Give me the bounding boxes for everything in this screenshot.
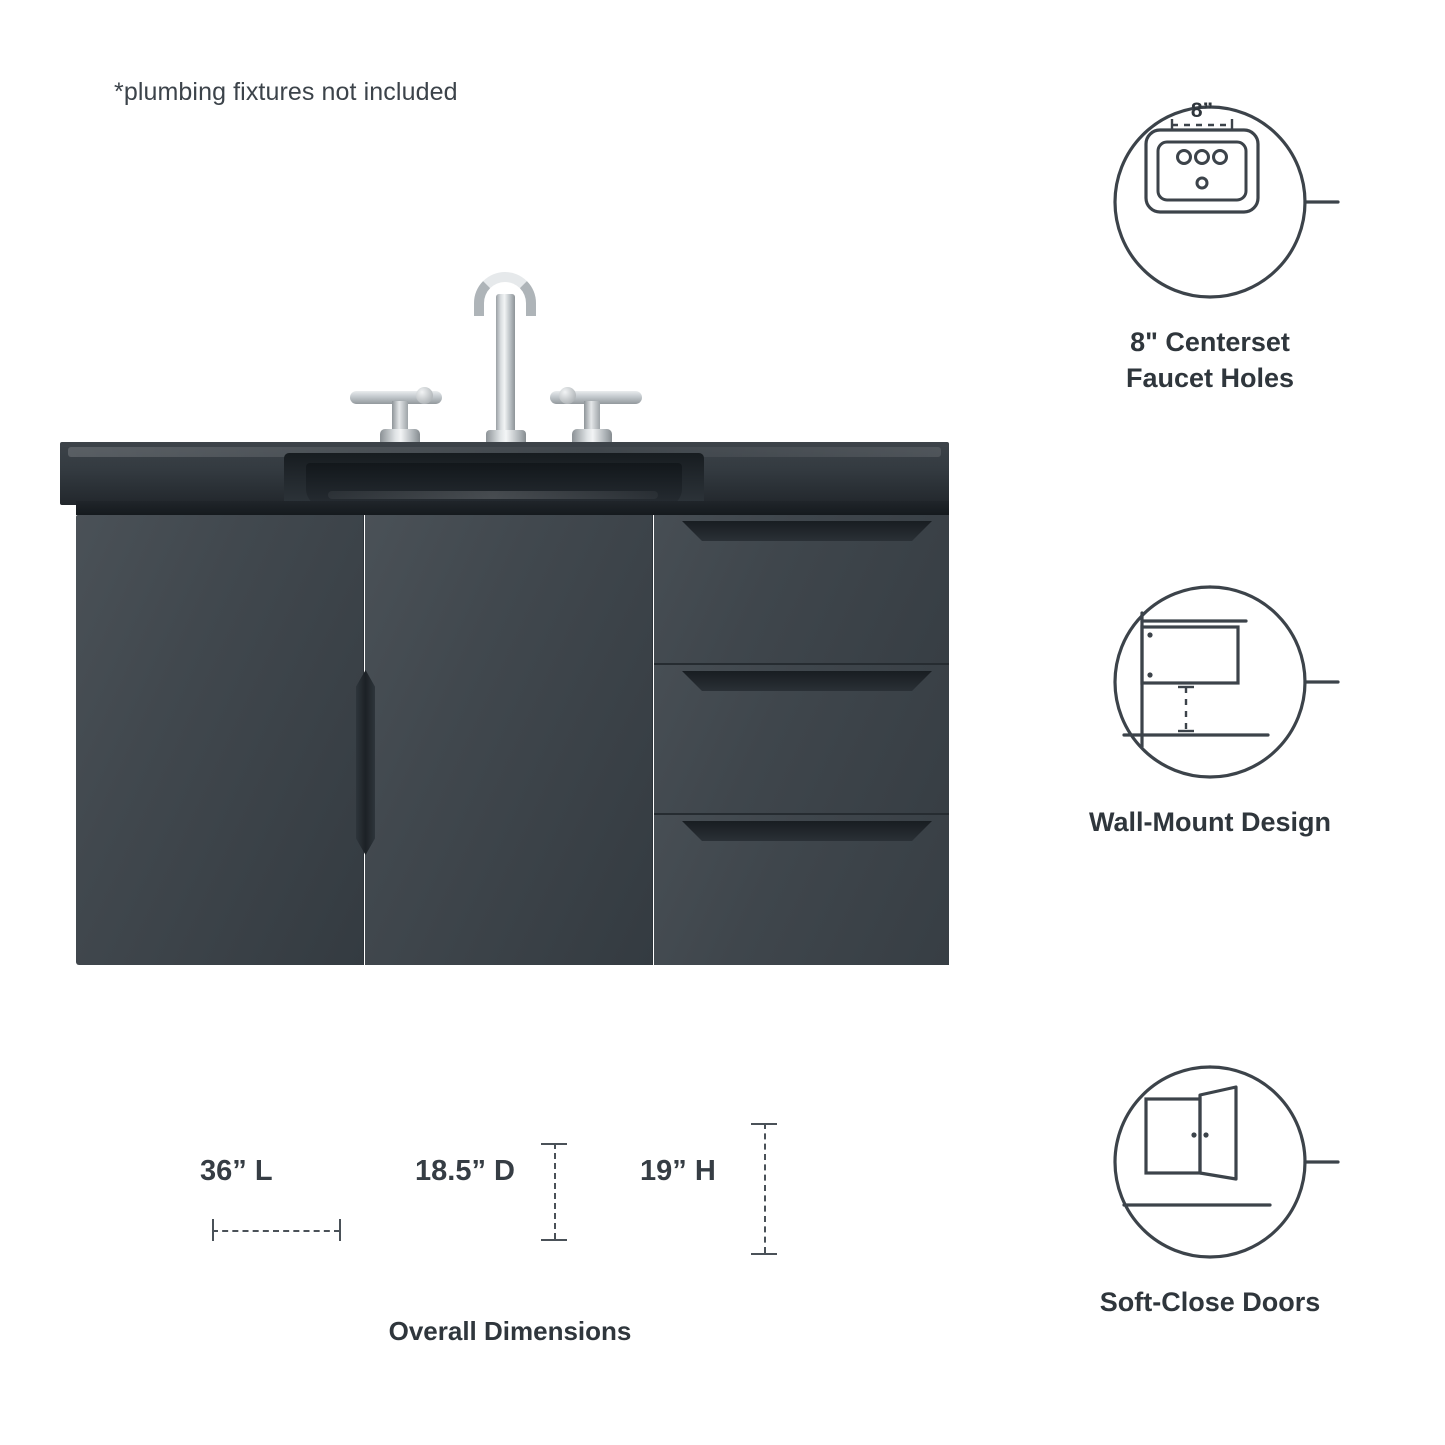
drawer-stack [654,515,949,965]
soft-close-door-icon [1080,1055,1340,1270]
dimension-length [200,1155,273,1188]
cabinet-door-left [76,515,364,965]
dimension-height [640,1155,716,1188]
drawer-top [654,515,949,663]
dimensions-caption: Overall Dimensions [388,1316,632,1346]
feature-wall-mount-design [1000,575,1420,840]
cabinet-body [76,515,949,965]
sink-faucet-holes-icon [1080,95,1340,310]
cabinet-door-right [365,515,653,965]
faucet-spout-icon [468,272,544,452]
wall-mount-icon [1080,575,1340,790]
product-image-vanity [60,265,960,1005]
feature-soft-close-doors [1000,1055,1420,1320]
dimension-depth [415,1155,515,1188]
feature-2-title-line1: Wall-Mount Design [1089,807,1331,837]
drawer-pull-icon [682,521,932,541]
countertop-edge [76,501,949,515]
feature-3-title-line1: Soft-Close Doors [1099,1287,1321,1317]
drawer-middle [654,665,949,813]
drawer-pull-icon [682,671,932,691]
dimension-depth-label: 18.5” D [415,1155,515,1187]
basin-highlight [328,491,658,499]
door-handle-icon [356,670,375,855]
disclaimer-text: *plumbing fixtures not included [114,78,458,106]
drawer-bottom [654,815,949,965]
feature-centerset-faucet-holes [1000,95,1420,397]
faucet-hole-measure-label: 8” [1190,99,1214,122]
drawer-pull-icon [682,821,932,841]
feature-1-title-line2: Faucet Holes [1125,363,1295,394]
feature-1-title-line1: 8" Centerset [1130,327,1290,357]
dimension-height-label: 19” H [640,1155,716,1187]
dimension-length-label: 36” L [200,1155,273,1187]
